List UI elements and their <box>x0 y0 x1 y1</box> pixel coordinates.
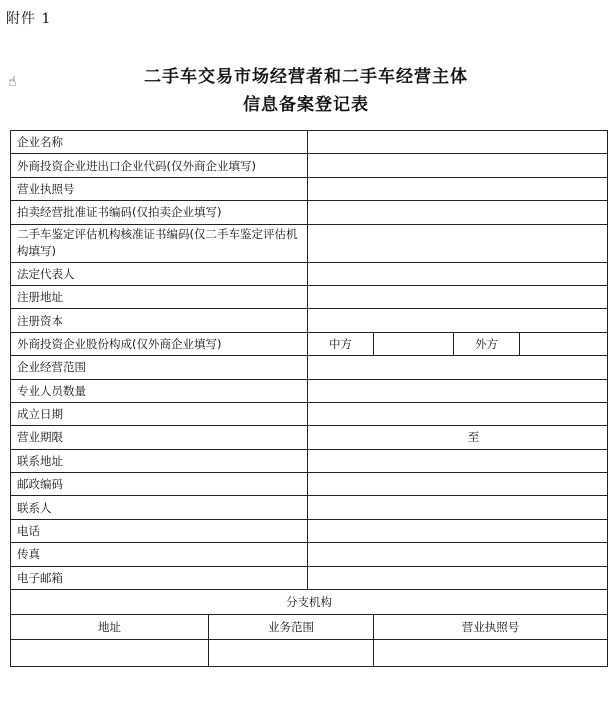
branch-section-title: 分支机构 <box>11 590 608 615</box>
label-phone: 电话 <box>11 519 308 542</box>
label-business-period: 营业期限 <box>11 426 308 449</box>
field-appraisal-cert-code[interactable] <box>308 224 608 262</box>
field-contact-address[interactable] <box>308 449 608 472</box>
label-contact-person: 联系人 <box>11 496 308 519</box>
field-staff-count[interactable] <box>308 379 608 402</box>
label-auction-cert-code: 拍卖经营批准证书编码(仅拍卖企业填写) <box>11 201 308 224</box>
branch-field-scope[interactable] <box>209 640 374 667</box>
field-business-period[interactable] <box>308 426 608 449</box>
branch-field-address[interactable] <box>11 640 209 667</box>
label-contact-address: 联系地址 <box>11 449 308 472</box>
label-chinese-share: 中方 <box>308 332 374 355</box>
field-import-export-code[interactable] <box>308 154 608 177</box>
field-fax[interactable] <box>308 543 608 566</box>
label-legal-representative: 法定代表人 <box>11 262 308 285</box>
field-contact-person[interactable] <box>308 496 608 519</box>
label-registered-capital: 注册资本 <box>11 309 308 332</box>
field-company-name[interactable] <box>308 131 608 154</box>
field-registered-capital[interactable] <box>308 309 608 332</box>
period-to-text: 至 <box>467 430 480 445</box>
annex-label: 附件 1 <box>6 11 52 27</box>
field-email[interactable] <box>308 566 608 589</box>
label-appraisal-cert-code: 二手车鉴定评估机构核准证书编码(仅二手车鉴定评估机构填写) <box>11 224 308 262</box>
branch-col-scope: 业务范围 <box>209 615 374 640</box>
form-title-line2: 信息备案登记表 <box>243 95 369 115</box>
label-import-export-code: 外商投资企业进出口企业代码(仅外商企业填写) <box>11 154 308 177</box>
label-email: 电子邮箱 <box>11 566 308 589</box>
label-postal-code: 邮政编码 <box>11 473 308 496</box>
field-legal-representative[interactable] <box>308 262 608 285</box>
label-business-scope: 企业经营范围 <box>11 356 308 379</box>
field-chinese-share[interactable] <box>374 332 454 355</box>
label-staff-count: 专业人员数量 <box>11 379 308 402</box>
branch-col-license: 营业执照号 <box>374 615 608 640</box>
label-fax: 传真 <box>11 543 308 566</box>
label-foreign-share: 外方 <box>454 332 520 355</box>
field-business-scope[interactable] <box>308 356 608 379</box>
field-establish-date[interactable] <box>308 402 608 425</box>
field-registered-address[interactable] <box>308 285 608 308</box>
branch-field-license[interactable] <box>374 640 608 667</box>
label-business-license-no: 营业执照号 <box>11 177 308 200</box>
hand-pointer-icon: ☝ <box>8 74 17 90</box>
label-company-name: 企业名称 <box>11 131 308 154</box>
field-phone[interactable] <box>308 519 608 542</box>
field-foreign-share[interactable] <box>520 332 608 355</box>
label-establish-date: 成立日期 <box>11 402 308 425</box>
label-registered-address: 注册地址 <box>11 285 308 308</box>
branch-col-address: 地址 <box>11 615 209 640</box>
form-title-line1: 二手车交易市场经营者和二手车经营主体 <box>144 67 468 87</box>
label-share-structure: 外商投资企业股份构成(仅外商企业填写) <box>11 332 308 355</box>
field-postal-code[interactable] <box>308 473 608 496</box>
field-auction-cert-code[interactable] <box>308 201 608 224</box>
registration-form-table <box>10 130 608 667</box>
field-business-license-no[interactable] <box>308 177 608 200</box>
